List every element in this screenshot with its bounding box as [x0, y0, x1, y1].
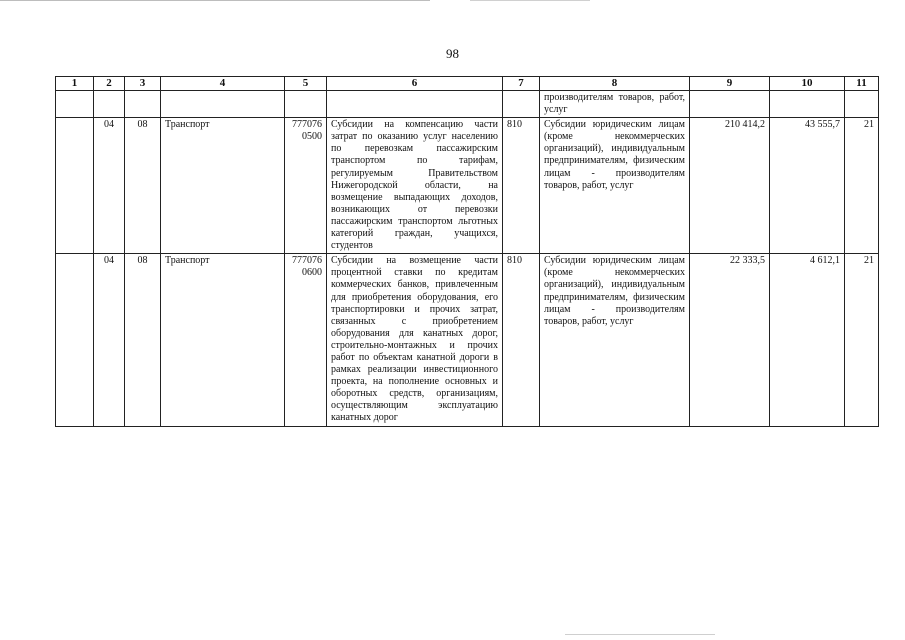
cell-amount-10: 4 612,1: [770, 254, 845, 426]
cell-amount-9: 22 333,5: [690, 254, 770, 426]
header-cell: 8: [540, 77, 690, 91]
cell-section: 04: [94, 254, 125, 426]
cell-name: [161, 91, 285, 118]
table-row: [56, 118, 879, 254]
cell-col1: [56, 254, 94, 426]
cell-subsection: [125, 91, 161, 118]
table-row: [56, 91, 879, 118]
cell-code: [285, 91, 327, 118]
header-cell: 7: [503, 77, 540, 91]
cell-code: 777076 0500: [285, 118, 327, 254]
cell-type-code: 810: [503, 254, 540, 426]
cell-description: [327, 91, 503, 118]
cell-subsection: 08: [125, 254, 161, 426]
cell-col11: [845, 91, 879, 118]
cell-amount-9: [690, 91, 770, 118]
table-header-row: [56, 77, 879, 91]
scan-edge-line: [0, 0, 430, 1]
header-cell: 2: [94, 77, 125, 91]
header-cell: 9: [690, 77, 770, 91]
header-cell: 5: [285, 77, 327, 91]
cell-section: [94, 91, 125, 118]
cell-col11: 21: [845, 254, 879, 426]
cell-recipient: производителям товаров, работ, услуг: [540, 91, 690, 118]
cell-name: Транспорт: [161, 254, 285, 426]
budget-table: [55, 76, 879, 427]
cell-description: Субсидии на возмещение части процентной ставки по кредитам коммерческих банков, привлеченным для приобретения оборудования, его транспортировки и прочих затрат, связанных с приобретением оборудования для канатных дорог, строительно-монтажных и прочих работ по объектам канатной дороги в рамках реализации инвестиционного проекта, на пополнение основных и оборотных средств, организациям, осуществляющим эксплуатацию канатных дорог: [327, 254, 503, 426]
scan-edge-line: [470, 0, 590, 1]
cell-recipient: Субсидии юридическим лицам (кроме некоммерческих организаций), индивидуальным предпринимателям, физическим лицам - производителям товаров, работ, услуг: [540, 118, 690, 254]
cell-section: 04: [94, 118, 125, 254]
cell-amount-10: 43 555,7: [770, 118, 845, 254]
cell-name: Транспорт: [161, 118, 285, 254]
cell-col1: [56, 91, 94, 118]
cell-amount-9: 210 414,2: [690, 118, 770, 254]
cell-col11: 21: [845, 118, 879, 254]
header-cell: 10: [770, 77, 845, 91]
page-number: 98: [446, 46, 459, 61]
cell-subsection: 08: [125, 118, 161, 254]
cell-col1: [56, 118, 94, 254]
cell-amount-10: [770, 91, 845, 118]
cell-description: Субсидии на компенсацию части затрат по оказанию услуг населению по перевозкам пассажирским транспортом по тарифам, регулируемым Правительством Нижегородской области, на возмещение выпадающих доходов, возникающих от перевозки пассажирским транспортом льготных категорий граждан, учащихся, студентов: [327, 118, 503, 254]
header-cell: 3: [125, 77, 161, 91]
cell-type-code: 810: [503, 118, 540, 254]
scan-edge-line: [565, 634, 715, 635]
header-cell: 1: [56, 77, 94, 91]
header-cell: 6: [327, 77, 503, 91]
header-cell: 4: [161, 77, 285, 91]
cell-recipient: Субсидии юридическим лицам (кроме некоммерческих организаций), индивидуальным предпринимателям, физическим лицам - производителям товаров, работ, услуг: [540, 254, 690, 426]
table-row: [56, 254, 879, 426]
cell-code: 777076 0600: [285, 254, 327, 426]
cell-type-code: [503, 91, 540, 118]
header-cell: 11: [845, 77, 879, 91]
